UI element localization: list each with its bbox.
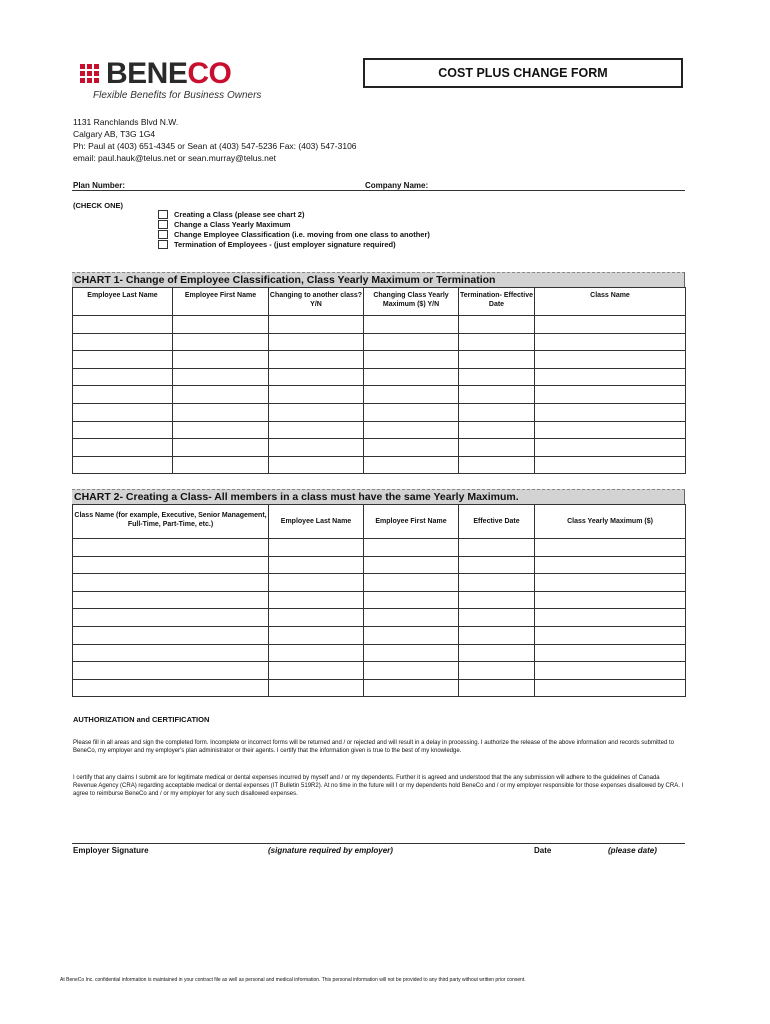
table-cell[interactable] — [364, 539, 459, 557]
table-cell[interactable] — [173, 456, 269, 474]
table-cell[interactable] — [269, 368, 364, 386]
table-cell[interactable] — [269, 351, 364, 369]
table-cell[interactable] — [364, 456, 459, 474]
table-cell[interactable] — [459, 421, 535, 439]
table-cell[interactable] — [269, 609, 364, 627]
option-label: Change Employee Classification (i.e. moving from one class to another) — [174, 229, 430, 239]
table-row — [73, 439, 686, 457]
table-cell[interactable] — [73, 539, 269, 557]
table-row — [73, 662, 686, 680]
table-cell[interactable] — [535, 591, 686, 609]
col-class-yearly-maximum: Class Yearly Maximum ($) — [535, 505, 686, 539]
table-row — [73, 574, 686, 592]
table-cell[interactable] — [459, 556, 535, 574]
red-grid-logo-icon — [80, 64, 102, 86]
table-row — [73, 333, 686, 351]
company-name-label: Company Name: — [365, 181, 429, 190]
chart2-header-row — [73, 505, 686, 539]
table-cell[interactable] — [459, 403, 535, 421]
authorization-title: AUTHORIZATION and CERTIFICATION — [73, 715, 210, 724]
table-cell[interactable] — [535, 403, 686, 421]
table-cell[interactable] — [173, 368, 269, 386]
table-cell[interactable] — [364, 351, 459, 369]
table-row — [73, 644, 686, 662]
option-label: Creating a Class (please see chart 2) — [174, 209, 305, 219]
table-cell[interactable] — [535, 609, 686, 627]
checkbox[interactable] — [158, 240, 168, 249]
table-cell[interactable] — [535, 679, 686, 697]
col-effective-date: Effective Date — [459, 505, 535, 539]
table-cell[interactable] — [173, 439, 269, 457]
table-cell[interactable] — [459, 662, 535, 680]
table-cell[interactable] — [459, 644, 535, 662]
option-label: Change a Class Yearly Maximum — [174, 219, 291, 229]
checkbox[interactable] — [158, 210, 168, 219]
table-cell[interactable] — [269, 539, 364, 557]
table-cell[interactable] — [73, 644, 269, 662]
chart1-table — [72, 287, 686, 474]
table-row — [73, 386, 686, 404]
table-cell[interactable] — [364, 644, 459, 662]
table-cell[interactable] — [364, 679, 459, 697]
table-cell[interactable] — [173, 421, 269, 439]
table-cell[interactable] — [459, 591, 535, 609]
col-employee-first-name: Employee First Name — [364, 505, 459, 539]
table-cell[interactable] — [73, 368, 173, 386]
table-cell[interactable] — [73, 316, 173, 334]
table-cell[interactable] — [459, 574, 535, 592]
table-cell[interactable] — [269, 439, 364, 457]
address-line-1: 1131 Ranchlands Blvd N.W. — [73, 117, 179, 127]
table-cell[interactable] — [269, 316, 364, 334]
table-cell[interactable] — [269, 456, 364, 474]
col-class-name: Class Name — [535, 288, 686, 316]
table-cell[interactable] — [535, 316, 686, 334]
table-cell[interactable] — [173, 333, 269, 351]
table-cell[interactable] — [173, 403, 269, 421]
table-cell[interactable] — [269, 574, 364, 592]
table-cell[interactable] — [73, 403, 173, 421]
plan-number-label: Plan Number: — [73, 181, 126, 190]
chart2-title: CHART 2- Creating a Class- All members in a class must have the same Yearly Maximum. — [72, 489, 685, 504]
table-cell[interactable] — [364, 626, 459, 644]
table-cell[interactable] — [535, 539, 686, 557]
table-cell[interactable] — [459, 456, 535, 474]
table-cell[interactable] — [364, 662, 459, 680]
table-row — [73, 539, 686, 557]
table-cell[interactable] — [269, 333, 364, 351]
table-cell[interactable] — [73, 574, 269, 592]
table-cell[interactable] — [535, 421, 686, 439]
table-cell[interactable] — [459, 439, 535, 457]
col-changing-class: Changing to another class? Y/N — [269, 288, 364, 316]
address-line-2: Calgary AB, T3G 1G4 — [73, 129, 156, 139]
table-cell[interactable] — [73, 421, 173, 439]
table-row — [73, 403, 686, 421]
table-cell[interactable] — [269, 556, 364, 574]
table-cell[interactable] — [364, 421, 459, 439]
chart1-title: CHART 1- Change of Employee Classification, Class Yearly Maximum or Termination — [72, 272, 685, 287]
table-cell[interactable] — [535, 574, 686, 592]
col-changing-class-maximum: Changing Class Yearly Maximum ($) Y/N — [364, 288, 459, 316]
signature-required-note: (signature required by employer) — [268, 846, 393, 855]
table-cell[interactable] — [73, 556, 269, 574]
table-cell[interactable] — [269, 662, 364, 680]
plan-row-line — [72, 190, 685, 191]
option-change-classification[interactable] — [158, 229, 430, 239]
table-cell[interactable] — [459, 316, 535, 334]
table-row — [73, 591, 686, 609]
table-cell[interactable] — [269, 626, 364, 644]
checkbox[interactable] — [158, 220, 168, 229]
table-cell[interactable] — [73, 626, 269, 644]
table-cell[interactable] — [73, 333, 173, 351]
table-cell[interactable] — [459, 386, 535, 404]
table-cell[interactable] — [535, 626, 686, 644]
date-label: Date — [534, 846, 552, 855]
table-cell[interactable] — [364, 556, 459, 574]
confidentiality-footer: At BeneCo Inc. confidential information is maintained in your contract file as well as personal and medical information. This personal information will not be provided to any third party without written prior consent. — [60, 977, 526, 983]
table-cell[interactable] — [269, 679, 364, 697]
authorization-paragraph-2: I certify that any claims I submit are for legitimate medical or dental expenses incurred by myself and / or my dependents. Further it is agreed and understood that the any submission will adhere to the guidelines of Canada Revenue Agency (CRA) regarding acceptable medical or dental expenses (IT Bulletin 519R2). At no time in the future will I or my dependents hold BeneCo and / or my employer responsible for those expenses disallowed by CRA. I agree to reimburse BeneCo and / or my employer for any such disallowed expenses. — [73, 775, 684, 797]
table-cell[interactable] — [364, 386, 459, 404]
table-cell[interactable] — [269, 421, 364, 439]
option-creating-class[interactable] — [158, 209, 304, 219]
table-cell[interactable] — [364, 439, 459, 457]
checkbox[interactable] — [158, 230, 168, 239]
table-cell[interactable] — [364, 574, 459, 592]
col-employee-first-name: Employee First Name — [173, 288, 269, 316]
option-label: Termination of Employees - (just employer signature required) — [174, 239, 396, 249]
table-cell[interactable] — [364, 333, 459, 351]
table-cell[interactable] — [535, 386, 686, 404]
table-cell[interactable] — [459, 626, 535, 644]
table-row — [73, 368, 686, 386]
signature-line[interactable] — [72, 843, 685, 844]
table-cell[interactable] — [73, 679, 269, 697]
table-cell[interactable] — [73, 591, 269, 609]
table-cell[interactable] — [535, 556, 686, 574]
table-cell[interactable] — [173, 386, 269, 404]
brand-tagline: Flexible Benefits for Business Owners — [93, 90, 262, 101]
table-cell[interactable] — [269, 644, 364, 662]
table-cell[interactable] — [269, 386, 364, 404]
table-cell[interactable] — [364, 403, 459, 421]
table-cell[interactable] — [459, 368, 535, 386]
col-employee-last-name: Employee Last Name — [73, 288, 173, 316]
table-cell[interactable] — [535, 368, 686, 386]
table-row — [73, 421, 686, 439]
table-cell[interactable] — [73, 439, 173, 457]
table-cell[interactable] — [364, 316, 459, 334]
table-row — [73, 626, 686, 644]
table-cell[interactable] — [364, 609, 459, 627]
brand-name: BENECO — [106, 57, 232, 90]
col-employee-last-name: Employee Last Name — [269, 505, 364, 539]
table-cell[interactable] — [73, 351, 173, 369]
chart1-header-row — [73, 288, 686, 316]
table-cell[interactable] — [535, 644, 686, 662]
table-row — [73, 609, 686, 627]
table-cell[interactable] — [459, 679, 535, 697]
table-cell[interactable] — [269, 591, 364, 609]
table-cell[interactable] — [535, 351, 686, 369]
table-row — [73, 556, 686, 574]
please-date-note: (please date) — [608, 846, 657, 855]
authorization-paragraph-1: Please fill in all areas and sign the completed form. Incomplete or incorrect forms will be returned and / or rejected and will result in a delay in processing. I authorize the release of the above information and records submitted to BeneCo, my employer and my employer's plan administrator or their agents. I certify that the information given is true to the best of my knowledge. — [73, 740, 674, 754]
employer-signature-label: Employer Signature — [73, 846, 149, 855]
table-cell[interactable] — [535, 456, 686, 474]
form-title: COST PLUS CHANGE FORM — [363, 58, 683, 88]
col-termination-date: Termination- Effective Date — [459, 288, 535, 316]
option-change-class-maximum[interactable] — [158, 219, 291, 229]
address-email: email: paul.hauk@telus.net or sean.murray@telus.net — [73, 153, 276, 163]
table-cell[interactable] — [73, 662, 269, 680]
table-cell[interactable] — [459, 539, 535, 557]
table-cell[interactable] — [364, 591, 459, 609]
table-row — [73, 351, 686, 369]
table-cell[interactable] — [535, 662, 686, 680]
table-cell[interactable] — [73, 609, 269, 627]
table-cell[interactable] — [173, 316, 269, 334]
table-row — [73, 456, 686, 474]
table-cell[interactable] — [459, 351, 535, 369]
table-row — [73, 679, 686, 697]
chart2-table — [72, 504, 686, 697]
table-cell[interactable] — [535, 439, 686, 457]
table-cell[interactable] — [73, 386, 173, 404]
table-row — [73, 316, 686, 334]
table-cell[interactable] — [535, 333, 686, 351]
table-cell[interactable] — [173, 351, 269, 369]
table-cell[interactable] — [269, 403, 364, 421]
table-cell[interactable] — [73, 456, 173, 474]
col-class-name-example: Class Name (for example, Executive, Senior Management, Full-Time, Part-Time, etc.) — [73, 505, 269, 539]
table-cell[interactable] — [459, 609, 535, 627]
address-phone: Ph: Paul at (403) 651-4345 or Sean at (403) 547-5236 Fax: (403) 547-3106 — [73, 141, 357, 151]
table-cell[interactable] — [364, 368, 459, 386]
check-one-label: (CHECK ONE) — [73, 201, 123, 210]
table-cell[interactable] — [459, 333, 535, 351]
option-termination[interactable] — [158, 239, 396, 249]
